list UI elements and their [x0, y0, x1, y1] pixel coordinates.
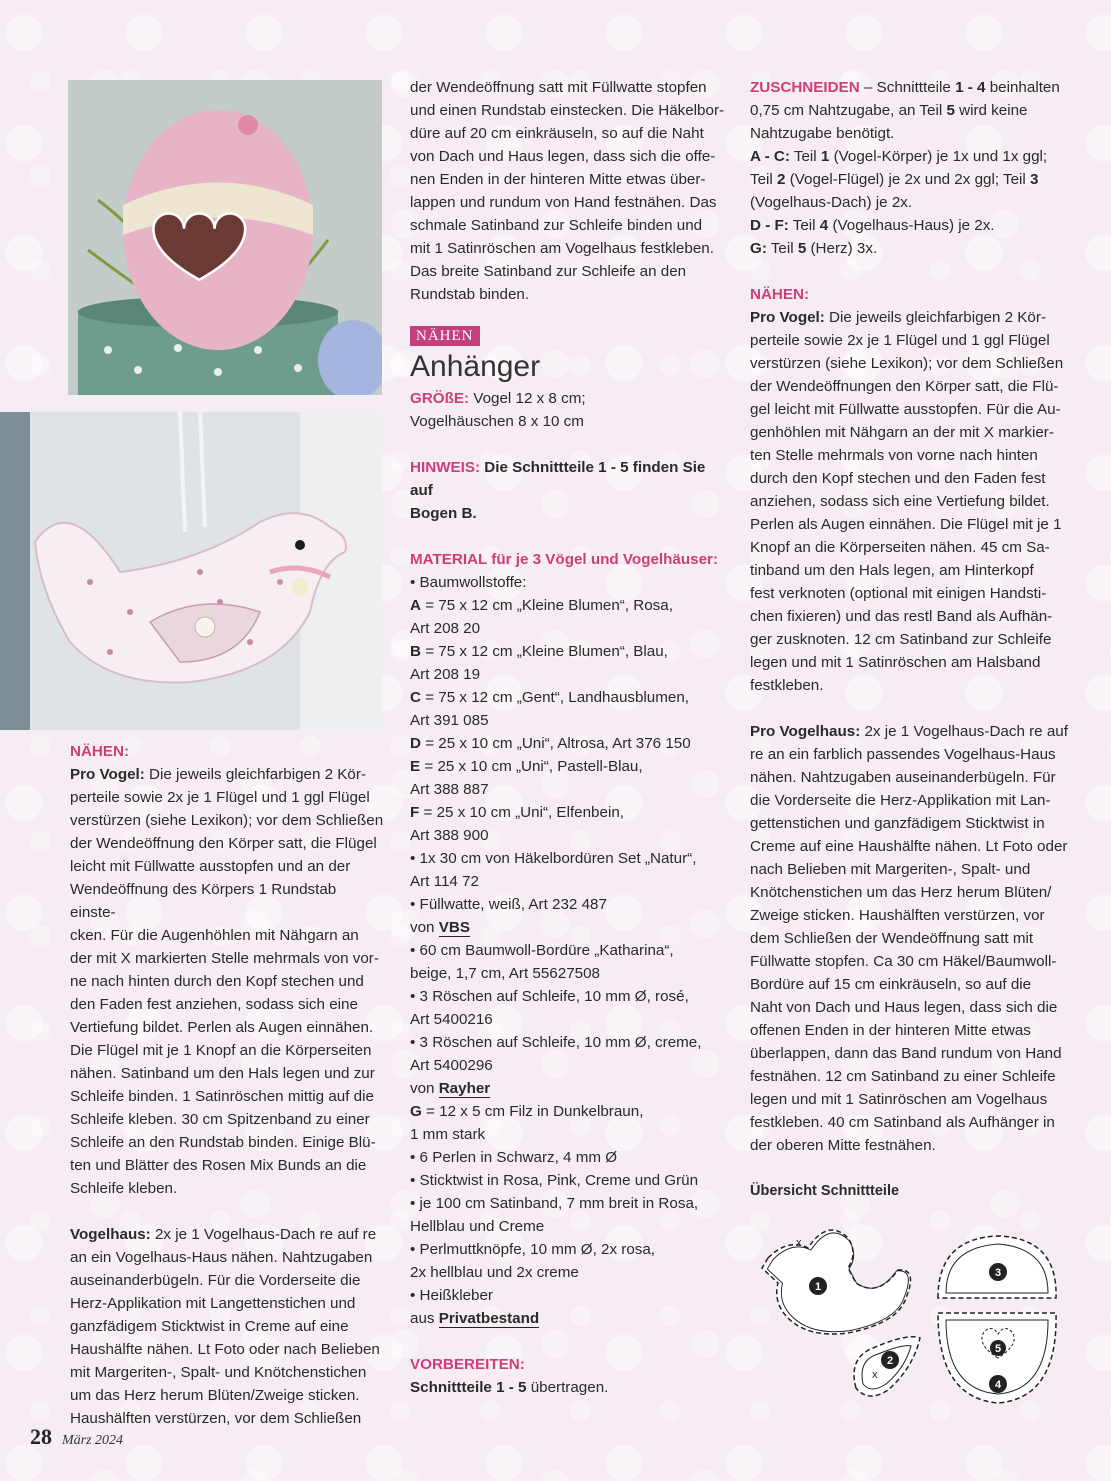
text-line: den Faden fest anziehen, sodass sich eine [70, 996, 358, 1013]
hinweis-label: HINWEIS: [410, 459, 481, 476]
list-item: • Heißkleber [410, 1287, 493, 1304]
text-line: Perlen als Augen einnähen. Die Flügel mit je 1 [750, 516, 1062, 533]
text-line: der Wendeöffnung satt mit Füllwatte stopfen [410, 79, 707, 96]
text-line: ten und Blätter des Rosen Mix Bunds an die [70, 1157, 367, 1174]
text-line: festnähen. 12 cm Satinband zu einer Schleife [750, 1068, 1056, 1085]
photo-fabric-bird [0, 412, 382, 730]
right-pro-vogel-para: Pro Vogel: Die jeweils gleichfarbigen 2 Kör- [750, 309, 1046, 326]
pattern-label-4: 4 [994, 1379, 1002, 1391]
list-item: • Baumwollstoffe: [410, 574, 527, 591]
right-pro-vogelhaus-para: Pro Vogelhaus: 2x je 1 Vogelhaus-Dach re auf [750, 723, 1068, 740]
left-pro-vogel-label: Pro Vogel: [70, 766, 145, 783]
text-line: verstürzen (siehe Lexikon); vor dem Schließen [750, 355, 1064, 372]
supplier-line: von VBS [410, 919, 470, 936]
left-column [70, 740, 385, 1430]
text-line: Schleife binden. 1 Satinröschen mittig auf die [70, 1088, 374, 1105]
text-line: mit Margeriten-, Spalt- und Knötchenstichen [70, 1364, 367, 1381]
list-item: • Füllwatte, weiß, Art 232 487 [410, 896, 607, 913]
text-line: gel leicht mit Füllwatte ausstopfen. Für die Au- [750, 401, 1061, 418]
text-line: ger zusknoten. 12 cm Satinband zur Schleife [750, 631, 1052, 648]
text-line: Schleife kleben. 30 cm Spitzenband zu einer [70, 1111, 370, 1128]
pattern-overview-diagram [748, 1208, 1068, 1420]
text-line: Die Flügel mit je 1 Knopf an die Körperseiten [70, 1042, 372, 1059]
text-line: gettenstichen und ganzfädigem Sticktwist in [750, 815, 1045, 832]
text-line: 1 mm stark [410, 1126, 486, 1143]
text-line: cken. Für die Augenhöhlen mit Nähgarn an [70, 927, 359, 944]
text-line: nähen. Nahtzugaben auseinanderbügeln. Für [750, 769, 1056, 786]
text-line: Nahtzugabe benötigt. [750, 125, 895, 142]
middle-column [410, 76, 730, 1399]
text-line: G: Teil 5 (Herz) 3x. [750, 240, 878, 257]
text-line: der mit X markierten Stelle mehrmals von vor- [70, 950, 379, 967]
text-line: 2x hellblau und 2x creme [410, 1264, 579, 1281]
supplier-privat: Privatbestand [438, 1310, 540, 1327]
text-line: um das Herz herum Blüten/Zweige sticken. [70, 1387, 360, 1404]
text-line: (Vogelhaus-Dach) je 2x. [750, 194, 913, 211]
text-line: D - F: Teil 4 (Vogelhaus-Haus) je 2x. [750, 217, 995, 234]
text-line: Naht von Dach und Haus legen, dass sich die [750, 999, 1058, 1016]
pattern-x-mark-bird: x [796, 1237, 802, 1249]
overview-heading: Übersicht Schnittteile [750, 1183, 900, 1199]
text-line: Die jeweils gleichfarbigen 2 Kör- [144, 766, 366, 783]
text-line: schmale Satinband zur Schleife binden und [410, 217, 703, 234]
text-line: Art 208 20 [410, 620, 481, 637]
text-line: Art 5400216 [410, 1011, 493, 1028]
supplier-vbs: VBS [438, 919, 470, 936]
text-line: an ein Vogelhaus-Haus nähen. Nahtzugaben [70, 1249, 373, 1266]
text-line: chen fixieren) und das restl Band als Aufhän- [750, 608, 1053, 625]
pattern-piece-bird [762, 1230, 911, 1334]
list-item: C = 75 x 12 cm „Gent“, Landhausblumen, [410, 689, 690, 706]
text-line: Wendeöffnung des Körpers 1 Rundstab einste- [70, 881, 337, 921]
list-item: E = 25 x 10 cm „Uni“, Pastell-Blau, [410, 758, 643, 775]
groesse-label: GRÖßE: [410, 390, 470, 407]
text-line: Knopf an die Körperseiten nähen. 45 cm Sa- [750, 539, 1050, 556]
text-line: ganzfädigem Sticktwist in Creme auf eine [70, 1318, 349, 1335]
text-line: re an ein farblich passendes Vogelhaus-Haus [750, 746, 1056, 763]
text-line: Haushälften verstürzen, vor dem Schließen [70, 1410, 362, 1427]
text-line: auseinanderbügeln. Für die Vorderseite die [70, 1272, 361, 1289]
text-line: Schleife an den Rundstab binden. Einige Blü- [70, 1134, 376, 1151]
left-vogelhaus-para [70, 1223, 385, 1246]
text-line: fest verknoten (optional mit einigen Handsti- [750, 585, 1047, 602]
text-line: und einen Rundstab einstecken. Die Häkelbor- [410, 102, 725, 119]
text-line: perteile sowie 2x je 1 Flügel und 1 ggl Flügel [750, 332, 1050, 349]
text-line: 2x je 1 Vogelhaus-Dach re auf re [150, 1226, 377, 1243]
list-item: • 1x 30 cm von Häkelbordüren Set „Natur“, [410, 850, 697, 867]
text-line: Art 208 19 [410, 666, 481, 683]
text-line: Die Schnittteile 1 - 5 finden Sie auf [410, 459, 706, 499]
material-heading: MATERIAL für je 3 Vögel und Vogelhäuser: [410, 551, 718, 568]
text-line: nähen. Satinband um den Hals legen und zur [70, 1065, 375, 1082]
text-line: Art 5400296 [410, 1057, 493, 1074]
list-item: • Perlmuttknöpfe, 10 mm Ø, 2x rosa, [410, 1241, 656, 1258]
list-item: G = 12 x 5 cm Filz in Dunkelbraun, [410, 1103, 644, 1120]
pattern-label-1: 1 [814, 1281, 822, 1293]
text-line: ten Stelle mehrmals von vorne nach hinten [750, 447, 1038, 464]
list-item: A = 75 x 12 cm „Kleine Blumen“, Rosa, [410, 597, 673, 614]
zuschneiden-para: ZUSCHNEIDEN – Schnittteile 1 - 4 beinhalten [750, 79, 1060, 96]
supplier-line: aus Privatbestand [410, 1310, 540, 1327]
text-line: Bordüre auf 15 cm einkräuseln, so auf die [750, 976, 1032, 993]
right-naehen-heading: NÄHEN: [750, 286, 810, 303]
right-column [750, 76, 1070, 1203]
text-line: Art 114 72 [410, 873, 479, 890]
vorbereiten-heading: VORBEREITEN: [410, 1356, 525, 1373]
text-line: nach Belieben mit Margeriten-, Spalt- und [750, 861, 1031, 878]
list-item: • je 100 cm Satinband, 7 mm breit in Rosa, [410, 1195, 699, 1212]
text-line: Creme auf eine Haushälfte nähen. Lt Foto oder [750, 838, 1068, 855]
pattern-label-3: 3 [994, 1267, 1002, 1279]
list-item: • 3 Röschen auf Schleife, 10 mm Ø, creme, [410, 1034, 702, 1051]
text-line: von Dach und Haus legen, dass sich die offe- [410, 148, 716, 165]
text-line: die Vorderseite die Herz-Applikation mit Lan- [750, 792, 1051, 809]
text-line: der Wendeöffnung den Körper satt, die Flügel [70, 835, 377, 852]
text-line: Art 388 887 [410, 781, 489, 798]
text-line: Vertiefung bildet. Perlen als Augen einnähen. [70, 1019, 374, 1036]
text-line: perteile sowie 2x je 1 Flügel und 1 ggl Flügel [70, 789, 370, 806]
supplier-rayher: Rayher [438, 1080, 491, 1097]
list-item: • 6 Perlen in Schwarz, 4 mm Ø [410, 1149, 618, 1166]
text-line: ne nach hinten durch den Kopf stechen und [70, 973, 364, 990]
text-line: verstürzen (siehe Lexikon); vor dem Schließen [70, 812, 384, 829]
text-line: Herz-Applikation mit Langettenstichen und [70, 1295, 356, 1312]
photo-egg-birdhouse [68, 80, 382, 395]
list-item: • Sticktwist in Rosa, Pink, Creme und Grün [410, 1172, 699, 1189]
text-line: beige, 1,7 cm, Art 55627508 [410, 965, 600, 982]
text-line: A - C: Teil 1 (Vogel-Körper) je 1x und 1x ggl; [750, 148, 1048, 165]
left-vogelhaus-label: Vogelhaus: [70, 1226, 151, 1243]
list-item: • 60 cm Baumwoll-Bordüre „Katharina“, [410, 942, 674, 959]
text-line: der oberen Mitte festnähen. [750, 1137, 936, 1154]
text-line: Das breite Satinband zur Schleife an den [410, 263, 687, 280]
left-naehen-heading: NÄHEN: [70, 743, 130, 760]
text-line: Art 391 085 [410, 712, 489, 729]
text-line: mit 1 Satinröschen am Vogelhaus festkleben. [410, 240, 714, 257]
text-line: legen und mit 1 Satinröschen am Vogelhaus [750, 1091, 1048, 1108]
text-line: Knötchenstichen um das Herz herum Blüten/ [750, 884, 1052, 901]
text-line: durch den Kopf stechen und den Faden fest [750, 470, 1046, 487]
text-line: dem Schließen der Wendeöffnung satt mit [750, 930, 1034, 947]
list-item: B = 75 x 12 cm „Kleine Blumen“, Blau, [410, 643, 668, 660]
text-line: anziehen, sodass sich eine Vertiefung bildet. [750, 493, 1050, 510]
pattern-label-5: 5 [994, 1343, 1002, 1355]
supplier-line: von Rayher [410, 1080, 491, 1097]
list-item: • 3 Röschen auf Schleife, 10 mm Ø, rosé, [410, 988, 689, 1005]
text-line: überlappen, dann das Band rundum von Hand [750, 1045, 1062, 1062]
text-line: lappen und rundum von Hand festnähen. Das [410, 194, 717, 211]
text-line: Haushälfte nähen. Lt Foto oder nach Belieben [70, 1341, 380, 1358]
text-line: Zweige sticken. Haushälften verstürzen, vor [750, 907, 1045, 924]
page-number: 28 [30, 1424, 52, 1449]
text-line: der Wendeöffnungen den Körper satt, die Flü- [750, 378, 1059, 395]
text-line: tinband um den Hals legen, am Hinterkopf [750, 562, 1034, 579]
text-line: Bogen B. [410, 505, 477, 522]
text-line: genhöhlen mit Nähgarn an der mit X markier- [750, 424, 1054, 441]
pattern-label-2: 2 [886, 1355, 894, 1367]
text-line: Rundstab binden. [410, 286, 530, 303]
text-line: Hellblau und Creme [410, 1218, 545, 1235]
text-line: offenen Enden in der hinteren Mitte etwas [750, 1022, 1031, 1039]
section-tag: NÄHEN [410, 326, 480, 346]
text-line: nen Enden in der hinteren Mitte etwas über- [410, 171, 706, 188]
text-line: 0,75 cm Nahtzugabe, an Teil 5 wird keine [750, 102, 1028, 119]
text-line: festkleben. [750, 677, 824, 694]
page-title: Anhänger [410, 350, 541, 383]
text-line: Vogelhäuschen 8 x 10 cm [410, 413, 584, 430]
zuschneiden-label: ZUSCHNEIDEN [750, 79, 860, 96]
text-line: Vogel 12 x 8 cm; [469, 390, 586, 407]
text-line: festkleben. 40 cm Satinband als Aufhänger in [750, 1114, 1055, 1131]
pattern-x-mark-wing: x [872, 1369, 878, 1381]
list-item: D = 25 x 10 cm „Uni“, Altrosa, Art 376 150 [410, 735, 691, 752]
vorbereiten-text: Schnittteile 1 - 5 übertragen. [410, 1379, 609, 1396]
text-line: legen und mit 1 Satinröschen am Halsband [750, 654, 1041, 671]
text-line: düre auf 20 cm einkräuseln, so auf die Naht [410, 125, 704, 142]
left-pro-vogel-para [70, 763, 385, 786]
text-line: Füllwatte stopfen. Ca 30 cm Häkel/Baumwoll- [750, 953, 1057, 970]
issue-date: März 2024 [62, 1433, 124, 1448]
text-line: Teil 2 (Vogel-Flügel) je 2x und 2x ggl; Teil 3 [750, 171, 1039, 188]
text-line: Schleife kleben. [70, 1180, 178, 1197]
text-line: Art 388 900 [410, 827, 489, 844]
list-item: F = 25 x 10 cm „Uni“, Elfenbein, [410, 804, 624, 821]
text-line: leicht mit Füllwatte ausstopfen und an der [70, 858, 351, 875]
page-footer [30, 1424, 123, 1450]
